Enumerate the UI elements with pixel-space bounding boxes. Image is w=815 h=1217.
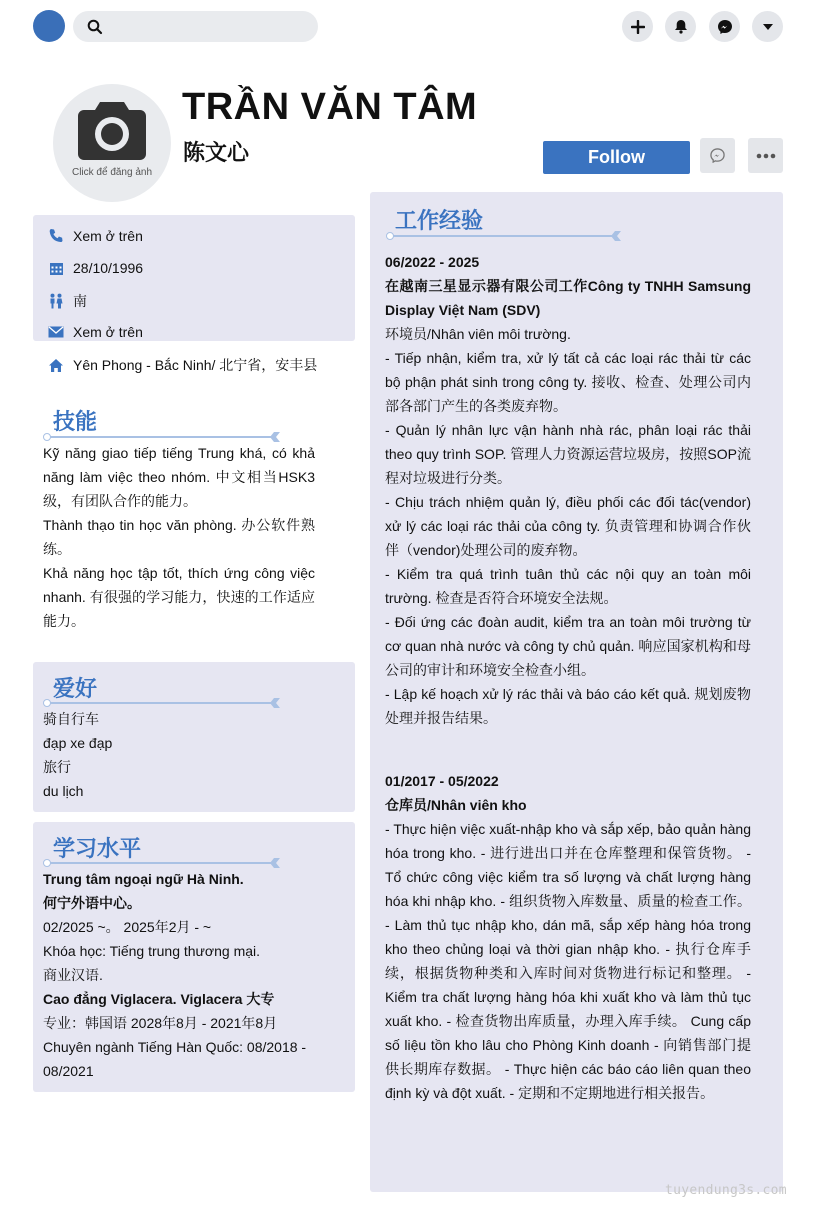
job-duty: - Kiểm tra quá trình tuân thủ các nội quy an toàn môi trường. 检查是否符合环境安全法规。	[385, 566, 751, 606]
hobby-item: 骑自行车	[43, 711, 99, 727]
section-divider	[46, 702, 274, 704]
messenger-button[interactable]	[709, 11, 740, 42]
search-icon	[87, 19, 103, 35]
app-logo[interactable]	[33, 10, 65, 42]
message-button[interactable]	[700, 138, 735, 173]
job-duty: - Chịu trách nhiệm quản lý, điều phối các đối tác(vendor) xử lý các loại rác thải của công ty. 负责管理和协调合作伙伴（vendor)处理公司的废弃物。	[385, 494, 751, 558]
contact-panel-overlay	[33, 215, 355, 341]
job-company: 在越南三星显示器有限公司工作Công ty TNHH Samsung Display Việt Nam (SDV)	[385, 278, 751, 318]
school-name: Trung tâm ngoại ngữ Hà Ninh.	[43, 871, 244, 887]
camera-icon	[76, 100, 148, 162]
contact-email-text: Xem ở trên	[73, 324, 143, 340]
school-name: Cao đẳng Viglacera. Viglacera 大专	[43, 991, 275, 1007]
school-date: 02/2025 ~。 2025年2月 - ~	[43, 919, 212, 935]
hobbies-list	[43, 707, 323, 803]
messenger-icon	[710, 148, 725, 163]
more-icon	[756, 153, 776, 159]
section-divider	[46, 436, 274, 438]
experience-text	[385, 250, 751, 730]
contact-address-text: Yên Phong - Bắc Ninh/ 北宁省，安丰县	[73, 357, 318, 373]
hobby-item: đạp xe đạp	[43, 735, 113, 751]
watermark: tuyendung3s.com	[665, 1183, 787, 1198]
school-course-cn: 商业汉语.	[43, 967, 103, 983]
school-major: Chuyên ngành Tiếng Hàn Quốc: 08/2018 - 08/2021	[43, 1039, 307, 1079]
school-name-cn: 何宁外语中心。	[43, 895, 141, 911]
experience-title: 工作经验	[395, 209, 484, 234]
school-course: Khóa học: Tiếng trung thương mại.	[43, 943, 261, 959]
contact-phone-text: Xem ở trên	[73, 228, 143, 244]
profile-name: TRẦN VĂN TÂM	[182, 86, 478, 128]
job-duty: - Quản lý nhân lực vận hành nhà rác, phân loại rác thải theo quy trình SOP. 管理人力资源运营垃圾房，按照SOP流程对垃圾进行分类。	[385, 422, 751, 486]
job-duty: - Lập kế hoạch xử lý rác thải và báo cáo kết quả. 规划废物处理并报告结果。	[385, 686, 751, 726]
create-button[interactable]	[622, 11, 653, 42]
job-role: 仓库员/Nhân viên kho	[385, 797, 527, 813]
caret-down-icon	[762, 23, 774, 31]
profile-chinese-name: 陈文心	[183, 141, 250, 166]
plus-icon	[631, 20, 645, 34]
skill-line: Khả năng học tập tốt, thích ứng công việc nhanh. 有很强的学习能力，快速的工作适应能力。	[43, 565, 315, 629]
avatar-caption: Click để đăng ảnh	[71, 167, 153, 178]
account-menu-button[interactable]	[752, 11, 783, 42]
home-icon	[47, 356, 65, 374]
hobby-item: 旅行	[43, 759, 71, 775]
skills-title: 技能	[53, 410, 98, 435]
job-role: 环境员/Nhân viên môi trường.	[385, 326, 571, 342]
job-description: - Thực hiện việc xuất-nhập kho và sắp xếp, bảo quản hàng hóa trong kho. - 进行进出口并在仓库整理和保管货物。 - Tổ chức công việc kiểm tra số lượng và chất lượng hàng hóa khi nhập kho. - 组织货物入库数量、质量的检查工作。 - Làm thủ tục nhập kho, dán mã, sắp xếp hàng hóa trong kho theo chủng loại và thời gian nhập kho. - 执行仓库手续，根据货物种类和入库时间对货物进行标记和整理。 - Kiểm tra chất lượng hàng hóa khi xuất kho và làm thủ tục xuất kho. - 检查货物出库质量，办理入库手续。 Cung cấp số liệu tồn kho lâu cho Phòng Kinh doanh - 向销售部门提供长期库存数据。 - Thực hiện các báo cáo liên quan theo định kỳ và đột xuất. - 定期和不定期地进行相关报告。	[385, 821, 751, 1101]
avatar[interactable]	[53, 84, 171, 202]
more-options-button[interactable]	[748, 138, 783, 173]
skills-text	[43, 441, 315, 633]
hobby-item: du lịch	[43, 783, 84, 799]
education-title: 学习水平	[53, 837, 142, 862]
notifications-button[interactable]	[665, 11, 696, 42]
school-major-cn: 专业：韩国语 2028年8月 - 2021年8月	[43, 1015, 278, 1031]
section-divider	[46, 862, 274, 864]
job-period: 06/2022 - 2025	[385, 254, 480, 270]
skill-line: Kỹ năng giao tiếp tiếng Trung khá, có khả năng làm việc theo nhóm. 中文相当HSK3级，有团队合作的能力。	[43, 445, 315, 509]
bell-icon	[674, 19, 688, 34]
hobbies-title: 爱好	[53, 677, 98, 702]
search-input[interactable]	[73, 11, 318, 42]
job-duty: - Đối ứng các đoàn audit, kiểm tra an toàn môi trường từ cơ quan nhà nước và công ty chủ quản. 响应国家机构和母公司的审计和环境安全检查小组。	[385, 614, 751, 678]
contact-birthday-text: 28/10/1996	[73, 260, 144, 276]
section-divider	[389, 235, 615, 237]
contact-gender-text: 南	[73, 293, 87, 309]
job-duty: - Tiếp nhận, kiểm tra, xử lý tất cả các loại rác thải từ các bộ phận phát sinh trong công ty. 接收、检查、处理公司内部各部门产生的各类废弃物。	[385, 350, 751, 414]
job-period: 01/2017 - 05/2022	[385, 773, 499, 789]
skill-line: Thành thạo tin học văn phòng. 办公软件熟练。	[43, 517, 315, 557]
messenger-icon	[717, 19, 733, 35]
contact-address	[47, 355, 317, 375]
experience-text-2	[385, 769, 751, 1105]
education-text	[43, 867, 323, 1083]
follow-button[interactable]: Follow	[543, 141, 690, 174]
